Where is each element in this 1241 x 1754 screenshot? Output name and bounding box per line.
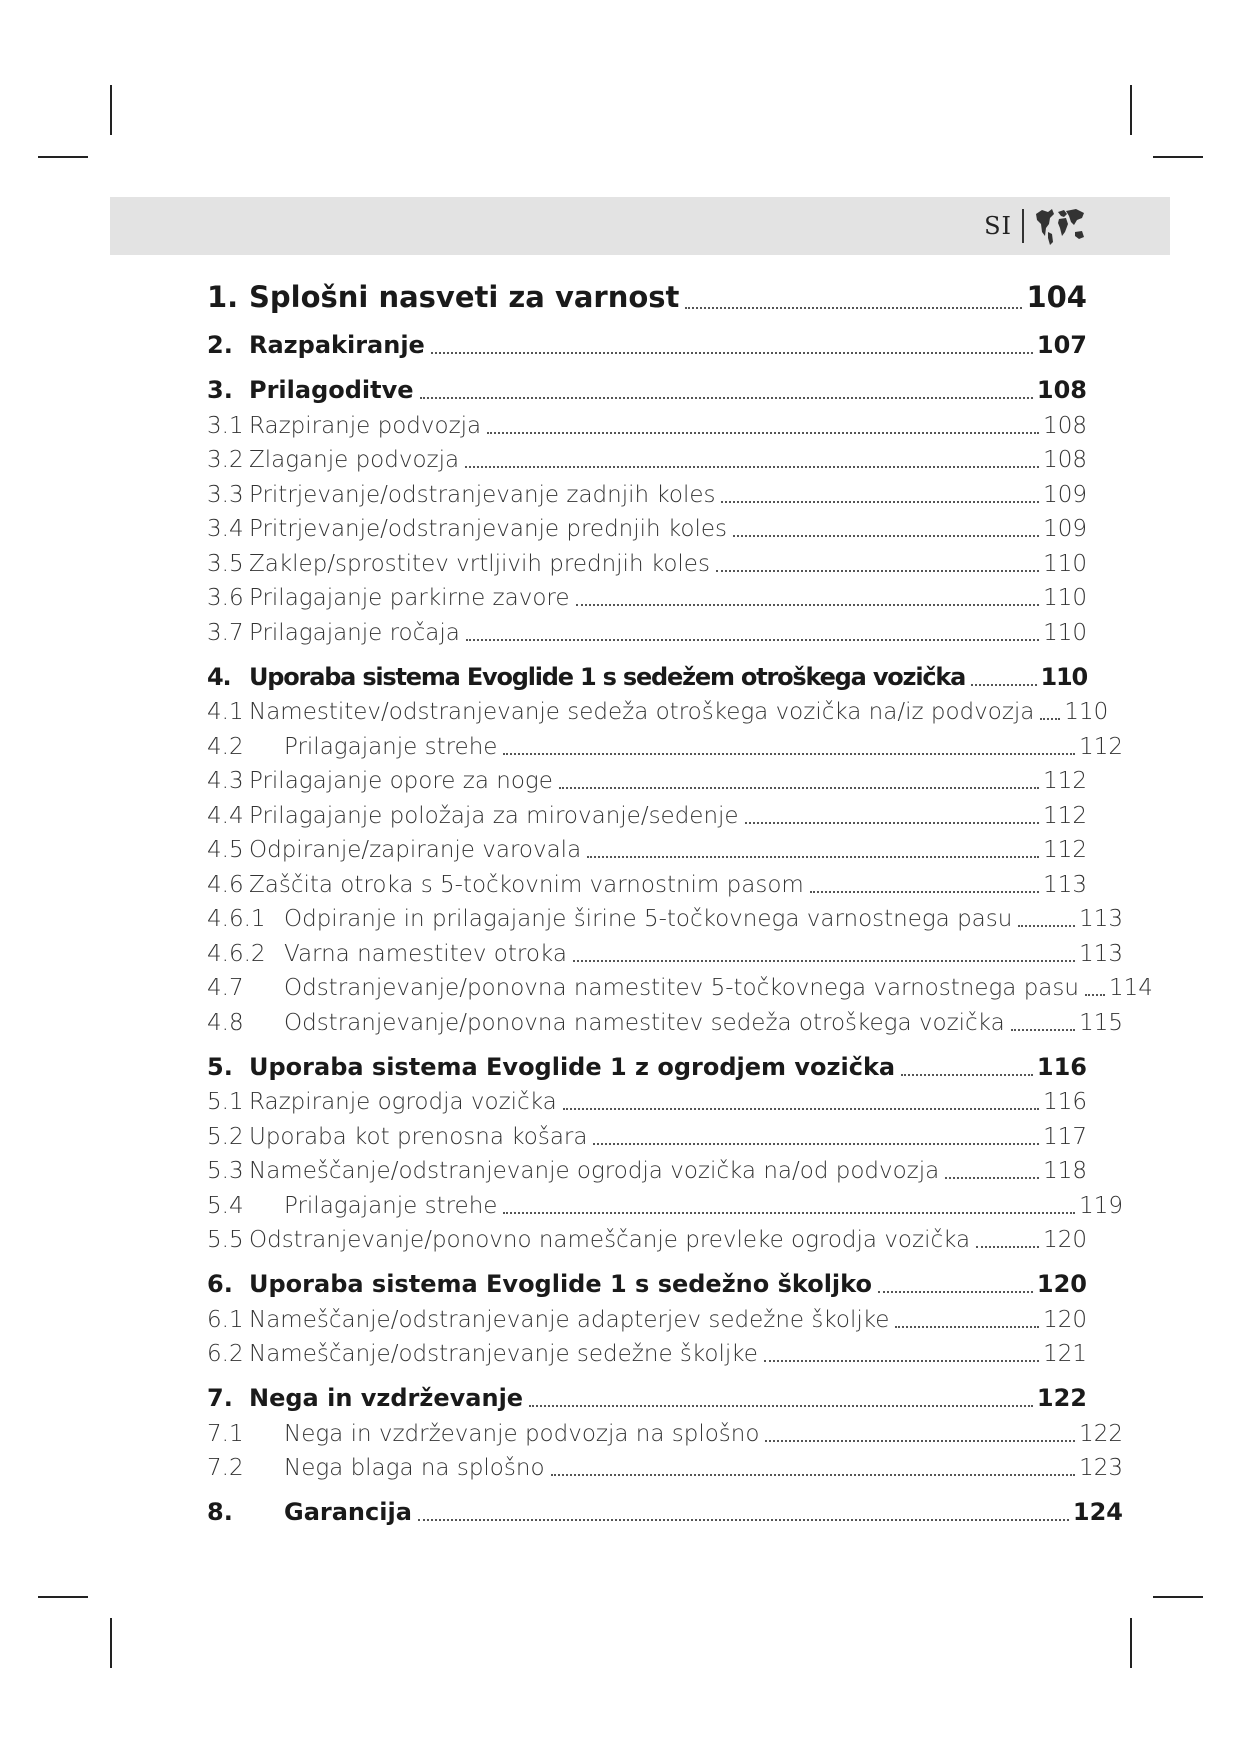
leader-dots bbox=[559, 787, 1039, 789]
toc-chapter[interactable] bbox=[207, 268, 1087, 314]
toc-title: Odstranjevanje/ponovna namestitev 5-točkovnega varnostnega pasu bbox=[284, 975, 1079, 1001]
leader-dots bbox=[503, 753, 1075, 755]
toc-number: 4.1 bbox=[207, 699, 244, 725]
toc-entry[interactable] bbox=[207, 898, 1123, 933]
toc-title: Garancija bbox=[284, 1498, 412, 1526]
leader-dots bbox=[431, 352, 1033, 354]
toc-number: 7.1 bbox=[207, 1420, 244, 1447]
toc-title: Zaščita otroka s 5-točkovnim varnostnim pasom bbox=[249, 871, 804, 898]
leader-dots bbox=[503, 1212, 1075, 1214]
toc-page-number: 123 bbox=[1079, 1455, 1123, 1481]
leader-dots bbox=[563, 1108, 1039, 1110]
leader-dots bbox=[1085, 994, 1105, 996]
crop-mark bbox=[1153, 156, 1203, 158]
toc-page-number: 110 bbox=[1043, 619, 1087, 646]
toc-title: Zlaganje podvozja bbox=[249, 447, 460, 473]
toc-number: 6. bbox=[207, 1270, 233, 1298]
toc-title: Pritrjevanje/odstranjevanje prednjih koles bbox=[249, 516, 728, 542]
toc-entry[interactable] bbox=[207, 439, 1087, 474]
toc-number: 4.2 bbox=[207, 733, 244, 760]
toc-title: Prilagajanje ročaja bbox=[249, 619, 460, 646]
toc-title: Uporaba kot prenosna košara bbox=[249, 1123, 588, 1150]
toc-number: 1. bbox=[207, 280, 239, 314]
toc-entry[interactable] bbox=[207, 725, 1123, 760]
toc-number: 5.1 bbox=[207, 1089, 244, 1115]
toc-entry[interactable] bbox=[207, 1001, 1123, 1036]
toc-page-number: 119 bbox=[1079, 1192, 1123, 1219]
toc-number: 7.2 bbox=[207, 1455, 244, 1481]
crop-mark bbox=[1130, 85, 1132, 135]
toc-entry[interactable] bbox=[207, 1447, 1123, 1482]
toc-title: Prilagajanje opore za noge bbox=[249, 768, 553, 794]
toc-number: 4.6.2 bbox=[207, 940, 266, 967]
toc-page-number: 110 bbox=[1043, 585, 1087, 611]
toc-entry[interactable] bbox=[207, 1115, 1087, 1150]
toc-number: 4.6.1 bbox=[207, 906, 266, 932]
crop-mark bbox=[1153, 1596, 1203, 1598]
toc-number: 3.3 bbox=[207, 481, 244, 508]
world-map-icon bbox=[1034, 206, 1086, 246]
toc-number: 3. bbox=[207, 376, 233, 404]
leader-dots bbox=[878, 1291, 1033, 1293]
toc-number: 2. bbox=[207, 331, 233, 359]
toc-title: Zaklep/sprostitev vrtljivih prednjih koles bbox=[249, 550, 710, 577]
toc-page-number: 115 bbox=[1079, 1009, 1123, 1036]
toc-number: 3.6 bbox=[207, 585, 244, 611]
language-code: SI bbox=[984, 212, 1012, 240]
leader-dots bbox=[576, 604, 1040, 606]
toc-page-number: 110 bbox=[1064, 699, 1109, 725]
leader-dots bbox=[587, 856, 1039, 858]
toc-page-number: 116 bbox=[1043, 1089, 1087, 1115]
toc-page-number: 109 bbox=[1043, 516, 1087, 542]
toc-entry[interactable] bbox=[207, 967, 1153, 1002]
toc-title: Varna namestitev otroka bbox=[284, 940, 567, 967]
toc-number: 4.8 bbox=[207, 1009, 244, 1036]
leader-dots bbox=[1018, 925, 1075, 927]
leader-dots bbox=[945, 1177, 1039, 1179]
toc-number: 4.7 bbox=[207, 975, 244, 1001]
toc-page-number: 116 bbox=[1036, 1052, 1087, 1081]
toc-title: Uporaba sistema Evoglide 1 s sedežno školjko bbox=[249, 1270, 872, 1298]
toc-page-number: 108 bbox=[1043, 412, 1087, 439]
leader-dots bbox=[721, 501, 1039, 503]
toc-entry[interactable] bbox=[207, 863, 1087, 898]
toc-page-number: 112 bbox=[1043, 768, 1087, 794]
toc-entry[interactable] bbox=[207, 473, 1087, 508]
toc-page-number: 113 bbox=[1043, 871, 1087, 898]
toc-title: Prilagoditve bbox=[249, 376, 414, 404]
leader-dots bbox=[1040, 718, 1060, 720]
toc-page-number: 108 bbox=[1043, 447, 1087, 473]
toc-number: 5. bbox=[207, 1052, 233, 1081]
toc-title: Splošni nasveti za varnost bbox=[249, 280, 680, 314]
leader-dots bbox=[420, 397, 1033, 399]
leader-dots bbox=[487, 432, 1039, 434]
toc-title: Razpiranje ogrodja vozička bbox=[249, 1089, 557, 1115]
toc-number: 3.2 bbox=[207, 447, 244, 473]
toc-page-number: 120 bbox=[1043, 1227, 1087, 1253]
toc-title: Odpiranje/zapiranje varovala bbox=[249, 837, 582, 863]
toc-title: Odpiranje in prilagajanje širine 5-točkovnega varnostnega pasu bbox=[284, 906, 1013, 932]
toc-entry[interactable] bbox=[207, 1298, 1087, 1333]
toc-page-number: 112 bbox=[1079, 733, 1123, 760]
crop-mark bbox=[38, 1596, 88, 1598]
toc-page-number: 121 bbox=[1043, 1341, 1087, 1367]
toc-title: Nega blaga na splošno bbox=[284, 1455, 545, 1481]
toc-entry[interactable] bbox=[207, 611, 1087, 646]
leader-dots bbox=[466, 639, 1039, 641]
leader-dots bbox=[976, 1246, 1039, 1248]
leader-dots bbox=[733, 535, 1039, 537]
toc-title: Namestitev/odstranjevanje sedeža otroškega vozička na/iz podvozja bbox=[249, 699, 1035, 725]
toc-page-number: 117 bbox=[1043, 1123, 1087, 1150]
toc-page-number: 122 bbox=[1036, 1384, 1087, 1412]
leader-dots bbox=[810, 891, 1039, 893]
leader-dots bbox=[573, 960, 1075, 962]
toc-entry[interactable] bbox=[207, 1412, 1123, 1447]
leader-dots bbox=[971, 684, 1036, 686]
toc-page-number: 112 bbox=[1043, 837, 1087, 863]
toc-number: 3.7 bbox=[207, 619, 244, 646]
toc-number: 5.3 bbox=[207, 1158, 244, 1184]
toc-number: 3.4 bbox=[207, 516, 244, 542]
toc-page-number: 124 bbox=[1072, 1498, 1123, 1526]
leader-dots bbox=[1011, 1029, 1075, 1031]
toc-number: 4. bbox=[207, 662, 231, 691]
toc-entry[interactable] bbox=[207, 542, 1087, 577]
toc-entry[interactable] bbox=[207, 691, 1109, 726]
toc-number: 5.2 bbox=[207, 1123, 244, 1150]
toc-page-number: 110 bbox=[1043, 550, 1087, 577]
toc-chapter[interactable] bbox=[207, 646, 1087, 691]
toc-title: Prilagajanje parkirne zavore bbox=[249, 585, 570, 611]
toc-number: 4.6 bbox=[207, 871, 244, 898]
toc-page-number: 107 bbox=[1036, 331, 1087, 359]
toc-number: 7. bbox=[207, 1384, 233, 1412]
toc-entry[interactable] bbox=[207, 1219, 1087, 1254]
toc-entry[interactable] bbox=[207, 760, 1087, 795]
toc-number: 5.4 bbox=[207, 1192, 244, 1219]
toc-page-number: 110 bbox=[1040, 662, 1087, 691]
leader-dots bbox=[551, 1474, 1076, 1476]
toc-number: 3.1 bbox=[207, 412, 244, 439]
toc-title: Uporaba sistema Evoglide 1 s sedežem otroškega vozička bbox=[249, 662, 966, 691]
toc-chapter[interactable] bbox=[207, 1367, 1087, 1412]
toc-page-number: 122 bbox=[1079, 1420, 1123, 1447]
toc-entry[interactable] bbox=[207, 1333, 1087, 1368]
toc-title: Nameščanje/odstranjevanje sedežne školjke bbox=[249, 1341, 758, 1367]
toc-page-number: 113 bbox=[1079, 940, 1123, 967]
toc-page-number: 104 bbox=[1026, 280, 1087, 314]
leader-dots bbox=[716, 570, 1039, 572]
toc-number: 5.5 bbox=[207, 1227, 244, 1253]
toc-chapter[interactable] bbox=[207, 359, 1087, 404]
toc-title: Prilagajanje strehe bbox=[284, 1192, 498, 1219]
leader-dots bbox=[418, 1519, 1069, 1521]
toc-number: 3.5 bbox=[207, 550, 244, 577]
toc-entry[interactable] bbox=[207, 932, 1123, 967]
toc-page-number: 109 bbox=[1043, 481, 1087, 508]
leader-dots bbox=[593, 1143, 1039, 1145]
toc-page-number: 120 bbox=[1043, 1306, 1087, 1333]
toc-chapter[interactable] bbox=[207, 314, 1087, 359]
leader-dots bbox=[685, 307, 1022, 309]
leader-dots bbox=[745, 822, 1040, 824]
toc-number: 4.4 bbox=[207, 802, 244, 829]
toc-title: Razpiranje podvozja bbox=[249, 412, 482, 439]
toc-entry[interactable] bbox=[207, 829, 1087, 864]
toc-entry[interactable] bbox=[207, 577, 1087, 612]
leader-dots bbox=[895, 1326, 1039, 1328]
leader-dots bbox=[765, 1440, 1075, 1442]
toc-page-number: 112 bbox=[1043, 802, 1087, 829]
toc-chapter[interactable] bbox=[207, 1481, 1123, 1526]
toc-title: Uporaba sistema Evoglide 1 z ogrodjem vozička bbox=[249, 1052, 896, 1081]
toc-entry[interactable] bbox=[207, 1150, 1087, 1185]
toc-title: Razpakiranje bbox=[249, 331, 425, 359]
toc-entry[interactable] bbox=[207, 1081, 1087, 1116]
toc-number: 6.2 bbox=[207, 1341, 244, 1367]
language-indicator bbox=[984, 208, 1086, 244]
toc-number: 4.3 bbox=[207, 768, 244, 794]
toc-page-number: 118 bbox=[1043, 1158, 1087, 1184]
toc-title: Nameščanje/odstranjevanje ogrodja vozička na/od podvozja bbox=[249, 1158, 940, 1184]
toc-chapter[interactable] bbox=[207, 1253, 1087, 1298]
crop-mark bbox=[110, 1618, 112, 1668]
toc-title: Nega in vzdrževanje bbox=[249, 1384, 524, 1412]
separator bbox=[1022, 209, 1024, 243]
leader-dots bbox=[529, 1405, 1033, 1407]
toc-title: Nameščanje/odstranjevanje adapterjev sedežne školjke bbox=[249, 1306, 890, 1333]
toc-title: Prilagajanje strehe bbox=[284, 733, 498, 760]
toc-chapter[interactable] bbox=[207, 1036, 1087, 1081]
toc-entry[interactable] bbox=[207, 1184, 1123, 1219]
table-of-contents bbox=[207, 268, 1153, 1526]
toc-page-number: 114 bbox=[1108, 975, 1153, 1001]
leader-dots bbox=[764, 1360, 1039, 1362]
toc-title: Odstranjevanje/ponovna namestitev sedeža otroškega vozička bbox=[284, 1009, 1005, 1036]
crop-mark bbox=[1130, 1618, 1132, 1668]
toc-number: 6.1 bbox=[207, 1306, 244, 1333]
toc-entry[interactable] bbox=[207, 508, 1087, 543]
toc-entry[interactable] bbox=[207, 404, 1087, 439]
leader-dots bbox=[901, 1074, 1033, 1076]
leader-dots bbox=[465, 466, 1039, 468]
toc-entry[interactable] bbox=[207, 794, 1087, 829]
toc-title: Pritrjevanje/odstranjevanje zadnjih koles bbox=[249, 481, 716, 508]
toc-number: 4.5 bbox=[207, 837, 244, 863]
toc-title: Odstranjevanje/ponovno nameščanje prevleke ogrodja vozička bbox=[249, 1227, 971, 1253]
crop-mark bbox=[38, 156, 88, 158]
toc-page-number: 108 bbox=[1036, 376, 1087, 404]
toc-title: Prilagajanje položaja za mirovanje/sedenje bbox=[249, 802, 739, 829]
toc-title: Nega in vzdrževanje podvozja na splošno bbox=[284, 1420, 760, 1447]
toc-page-number: 113 bbox=[1079, 906, 1123, 932]
toc-number: 8. bbox=[207, 1498, 233, 1526]
crop-mark bbox=[110, 85, 112, 135]
toc-page-number: 120 bbox=[1036, 1270, 1087, 1298]
